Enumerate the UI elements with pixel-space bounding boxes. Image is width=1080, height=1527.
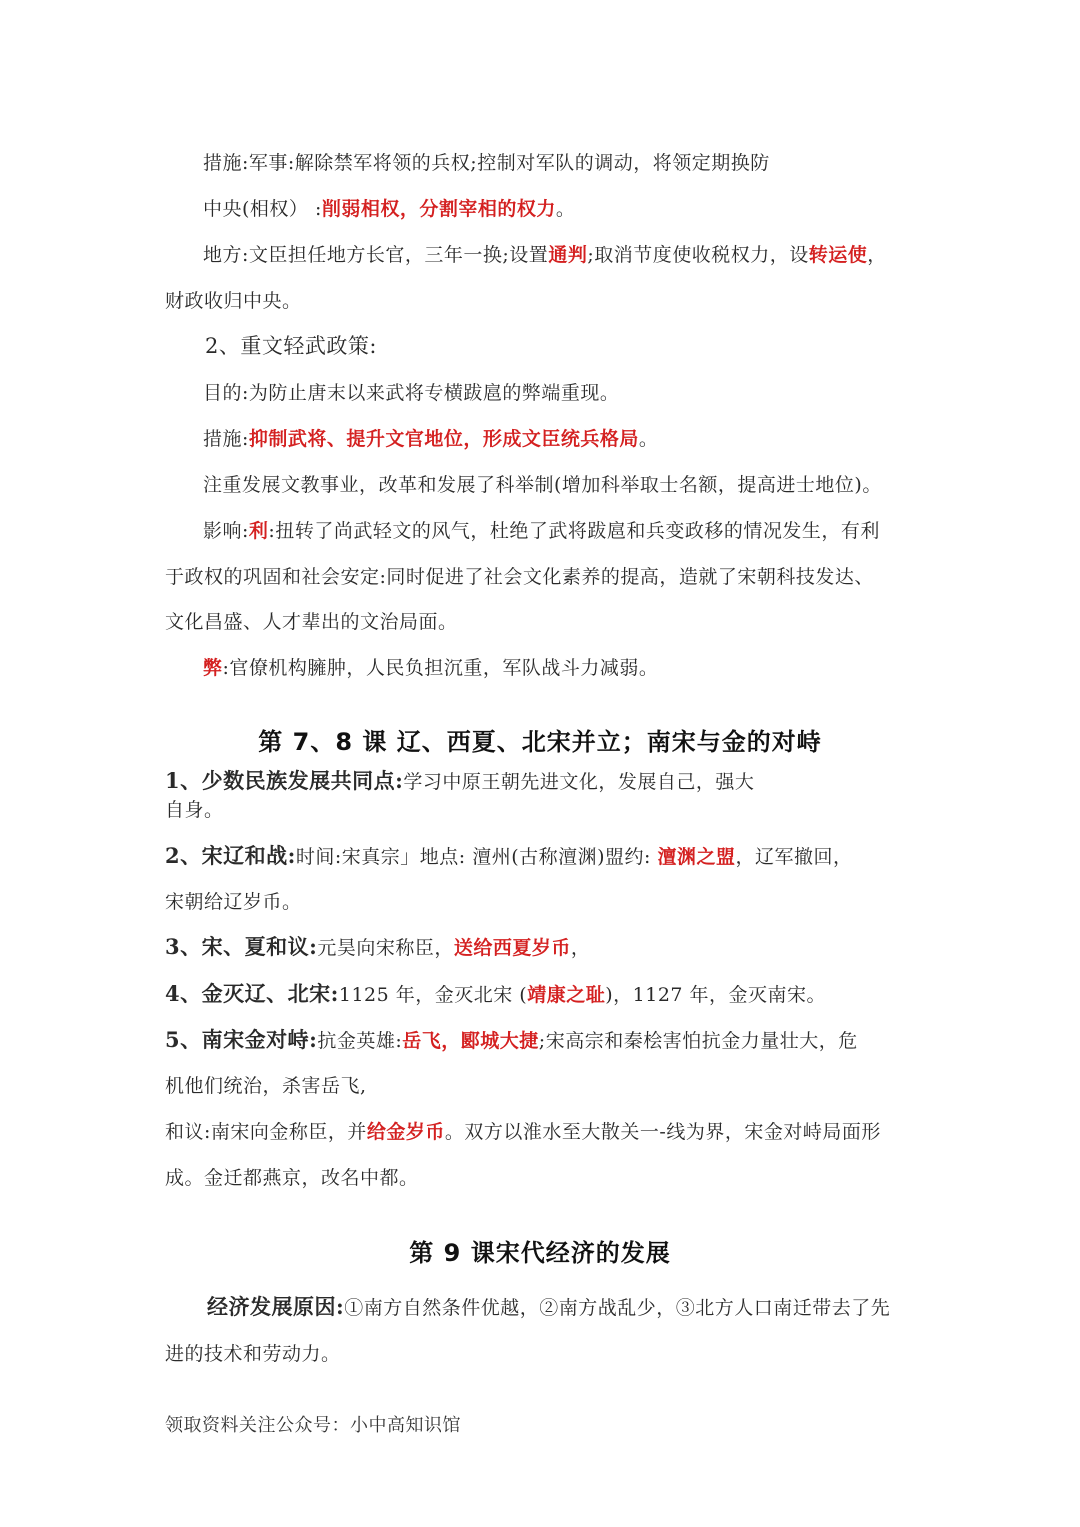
measure-military: 措施:军事:解除禁军将领的兵权;控制对军队的调动，将领定期换防 — [203, 152, 770, 174]
point-1: 1、少数民族发展共同点:学习中原王朝先进文化，发展自己，强大 — [165, 768, 755, 793]
policy-measure: 措施:抑制武将、提升文官地位，形成文臣统兵格局。 — [203, 428, 659, 450]
policy-education: 注重发展文教事业，改革和发展了科举制(增加科举取士名额，提高进士地位)。 — [203, 474, 882, 496]
point-4: 4、金灭辽、北宋:1125 年，金灭北宋 (靖康之耻)，1127 年，金灭南宋。 — [165, 981, 827, 1006]
point-1-cont: 自身。 — [165, 799, 224, 821]
measure-local: 地方:文臣担任地方长官，三年一换;设置通判;取消节度使收税权力，设转运使， — [203, 244, 887, 266]
section-title-policy: 2、重文轻武政策: — [205, 334, 377, 358]
policy-goal: 目的:为防止唐末以来武将专横跋扈的弊端重现。 — [203, 382, 620, 404]
point-2: 2、宋辽和战:时间:宋真宗」地点: 澶州(古称澶渊)盟约: 澶渊之盟，辽军撤回， — [165, 843, 853, 868]
lesson-7-8-heading: 第 7、8 课 辽、西夏、北宋并立；南宋与金的对峙 — [258, 728, 822, 756]
economy-reasons-cont: 进的技术和劳动力。 — [165, 1343, 341, 1365]
footer-note: 领取资料关注公众号：小中高知识馆 — [165, 1415, 461, 1436]
point-3: 3、宋、夏和议:元昊向宋称臣，送给西夏岁币， — [165, 934, 591, 959]
policy-influence-cont: 于政权的巩固和社会安定:同时促进了社会文化素养的提高，造就了宋朝科技发达、 — [165, 566, 874, 588]
peace-treaty: 和议:南宋向金称臣，并给金岁币。双方以淮水至大散关一-线为界，宋金对峙局面形 — [165, 1121, 881, 1143]
peace-treaty-cont: 成。金迁都燕京，改名中都。 — [165, 1167, 419, 1189]
economy-reasons: 经济发展原因:①南方自然条件优越，②南方战乱少，③北方人口南迁带去了先 — [207, 1294, 891, 1319]
policy-drawback: 弊:官僚机构臃肿，人民负担沉重，军队战斗力减弱。 — [203, 657, 659, 679]
measure-local-cont: 财政收归中央。 — [165, 290, 302, 312]
policy-influence-end: 文化昌盛、人才辈出的文治局面。 — [165, 611, 458, 633]
point-5-cont: 机他们统治，杀害岳飞, — [165, 1075, 367, 1097]
policy-influence: 影响:利:扭转了尚武轻文的风气，杜绝了武将跋扈和兵变政移的情况发生，有利 — [203, 520, 880, 542]
point-2-cont: 宋朝给辽岁币。 — [165, 891, 302, 913]
lesson-9-heading: 第 9 课宋代经济的发展 — [409, 1239, 671, 1267]
measure-central: 中央(相权） :削弱相权，分割宰相的权力。 — [203, 198, 576, 220]
point-5: 5、南宋金对峙:抗金英雄:岳飞，郾城大捷;宋高宗和秦桧害怕抗金力量壮大，危 — [165, 1027, 858, 1052]
